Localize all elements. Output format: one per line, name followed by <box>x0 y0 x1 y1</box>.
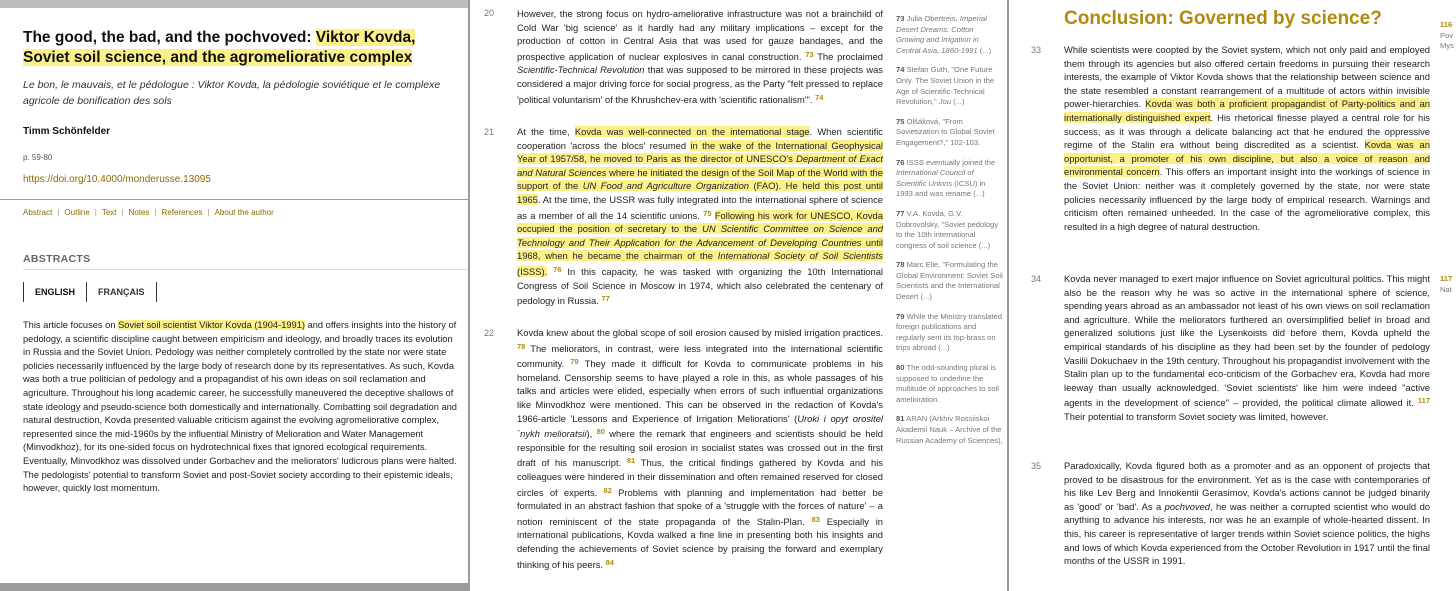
paragraph-number: 22 <box>484 328 495 338</box>
note-number: 75 <box>896 116 905 126</box>
nav-link-references[interactable]: References <box>161 208 203 217</box>
note-more-link[interactable]: ... <box>975 189 983 199</box>
article-title-text: The good, the bad, and the pochvoved: <box>23 29 316 46</box>
text-segment: . His rhetorical finesse played a central role for his success, as it was through a delicate balancing act that he endured the oppressive regime of the Stalin era without being discredited as a scientist. <box>1064 111 1430 151</box>
text-italic: Uroki i opyt orositel´nykh melioratsii <box>517 412 883 440</box>
text-segment: Kovda knew about the global scope of soil erosion caused by misled irrigation practices. <box>517 327 883 338</box>
text-segment: Problems with planning and implementation had better be formulated in an abstract fashion that spoke of a 'struggle with the forces of nature' – a notion reminiscent of the state propaganda of the Stalin-Plan. <box>517 486 883 527</box>
margin-note <box>896 260 1004 302</box>
nav-link-outline[interactable]: Outline <box>64 208 90 217</box>
note-more-link[interactable]: ... <box>923 292 930 302</box>
paragraph-21 <box>517 125 883 308</box>
abstracts-heading: ABSTRACTS <box>23 253 91 265</box>
text-segment: Especially in international publications, Kovda walked a fine line in presenting both his insights and defending the achievements of Soviet science by praising the forward and exemplary thinking of his peers. <box>517 515 883 570</box>
note-ref[interactable]: 82 <box>603 485 612 495</box>
nav-separator: | <box>121 208 124 217</box>
note-ref[interactable]: 79 <box>570 357 579 367</box>
note-ref[interactable]: 76 <box>553 264 562 274</box>
text-segment: Their potential to transform Soviet society was limited, however. <box>1064 410 1329 422</box>
note-ref[interactable]: 81 <box>626 456 636 466</box>
article-title <box>23 28 463 68</box>
note-number: 80 <box>896 363 905 373</box>
note-text: ) <box>988 45 992 55</box>
text-segment: . At the time, the USSR was fully integrated into the international sphere of science as a member of all the 14 scientific unions. <box>517 193 883 221</box>
conclusion-panel <box>1009 0 1456 591</box>
margin-note <box>896 158 1004 200</box>
note-text: ) <box>962 97 965 107</box>
note-ref[interactable]: 75 <box>703 208 712 218</box>
page-range: p. 59-80 <box>23 153 53 162</box>
text-segment: in the wake of the International Geophysical Year of 1957/58, he moved to Paris as the director of UNESCO's <box>517 139 883 165</box>
note-ref[interactable]: 80 <box>596 427 605 437</box>
paragraph-33 <box>1064 43 1430 233</box>
margin-note <box>896 312 1004 354</box>
article-body-panel <box>470 0 1007 591</box>
note-ref[interactable]: 78 <box>517 341 526 351</box>
margin-note <box>896 363 1004 405</box>
text-segment: (FAO). He held this post until 1965 <box>517 180 884 205</box>
text-segment: that was supposed to be mirrored in these projects was considered a major driving force for social progress, as the Party "felt pressed to replace 'political voluntarism' of the Khrushchev-era with 'scientific rationalism'". <box>517 64 884 105</box>
window-bottom-strip <box>0 583 468 591</box>
text-segment: . When scientific cooperation 'across the blocs' resumed <box>517 126 883 151</box>
note-more-link[interactable]: ... <box>981 240 988 250</box>
divider <box>23 269 468 270</box>
article-title-highlight: Viktor Kovda, Soviet soil science, and the agromeliorative complex <box>23 29 416 66</box>
text-segment: However, the strong focus on hydro-ameliorative infrastructure was not a brainchild of Cold War 'big science' as it hardly had any military implications – except for the production of cotton in Central Asia that was used for gauze bandages, and the prospective application of nuclear explosives in canal construction. <box>517 8 883 62</box>
abstract-highlight: Soviet soil scientist Viktor Kovda (1904-1991) <box>118 320 305 330</box>
note-text: ISSS eventually joined the <box>906 157 996 167</box>
paragraph-number: 33 <box>1031 45 1042 55</box>
text-segment: In this capacity, he was tasked with organizing the 10th International Congress of Soil Science in Moscow in 1974, which also celebrated the centenary of pedology in Russia. <box>517 265 883 307</box>
note-text: Nat <box>1440 284 1452 294</box>
margin-note-cut <box>1440 20 1456 52</box>
note-more-link[interactable]: ... <box>955 97 963 107</box>
article-section-nav <box>23 208 274 217</box>
paragraph-22 <box>517 326 883 571</box>
note-ref[interactable]: 73 <box>805 49 814 59</box>
note-text: Julia Obertreis, <box>906 14 960 23</box>
nav-link-notes[interactable]: Notes <box>128 208 150 217</box>
tab-francais[interactable]: FRANÇAIS <box>86 282 156 302</box>
note-number: 73 <box>896 14 905 23</box>
language-tabs <box>23 282 157 302</box>
paragraph-number: 20 <box>484 8 495 18</box>
abstract-text <box>23 319 458 496</box>
note-text-italic: International Council of Scientific Unions <box>896 168 974 188</box>
doi-link[interactable]: https://doi.org/10.4000/monderusse.13095 <box>23 174 211 185</box>
abstract-segment: This article focuses on <box>23 320 119 330</box>
note-text: Stefan Guth, "One Future Only. The Soviet Union in the Age of Scientific-Technical Revolution," <box>896 65 995 107</box>
note-text: ( <box>951 97 956 107</box>
text-italic: UN Scientific Committee on Science and Technology and Their Application for the Advancement of Developing Countries <box>517 223 883 248</box>
note-number: 117 <box>1440 274 1453 283</box>
text-segment: At the time, <box>517 126 575 137</box>
text-segment: , he was neither a corrupted scientist who would do anything to advance his interests, nor was he an example of whole-hearted dissent. In this, his career is representative of larger trends within Soviet science politics, the highs and lows of which Kovda experienced from the October Revolution in 1917 until the final months of the USSR in 1991. <box>1064 500 1430 567</box>
note-number: 116 <box>1440 20 1453 29</box>
abstract-segment: and offers insights into the history of pedology, a scientific discipline caught between empiricism and ideology, and broadly traces its evolution in Russia and the Soviet Union. Pedology was neither completely controlled by the state nor were state policies necessarily influenced by the large body of research done by its representatives. As such, Kovda was both a true politician of pedology and a propagandist of his own ideas on soil reclamation and agriculture. Throughout his long academic career, he successfully maneuvered the deceptive shallows of state ideology and pseudo-science both domestically and internationally. Combatting soil degradation and natural destruction, Kovda presented valuable criticism against the evolving agromeliorative complex, represented since the mid-1960s by the influential Ministry of Melioration and Water Management (Minvodkhoz), for its one-sided focus on hydrotechnical fixes that ignored ecological requirements. Eventually, Minvodkhoz was dissolved under Gorbachev and the meliorators' ludicrous plans were halted. The pedologists' potential to transform Soviet and post-Soviet society according to their epistemic ideals, however, quickly lost momentum. <box>23 320 457 494</box>
text-highlight: Kovda was an opportunist, a promoter of his own discipline, but also a voice of reason and environmental concern <box>1064 139 1430 178</box>
note-text: The odd-sounding plural is supposed to underline the multitude of approaches to soil amelioration. <box>896 363 999 404</box>
text-segment: While scientists were coopted by the Soviet system, which not only paid and employed them through its agencies but also offered certain freedoms in pursuing their research interests, the example of Viktor Kovda shows that the relationship between science and the state resembled a constant rearrangement of a multitude of actors within invisible power-hierarchies. <box>1064 44 1430 110</box>
note-ref[interactable]: 74 <box>815 92 824 102</box>
nav-separator: | <box>154 208 157 217</box>
author-name[interactable]: Timm Schönfelder <box>23 126 111 137</box>
note-more-link[interactable]: ... <box>982 45 989 55</box>
note-text: ) <box>929 292 932 302</box>
text-italic: Scientific-Technical Revolution <box>517 64 645 76</box>
note-text: Olšáková, "From Sovietization to Global Soviet Engagement?," 102-103. <box>896 116 995 147</box>
paragraph-number: 35 <box>1031 461 1042 471</box>
text-segment: They made it difficult for Kovda to communicate problems in his homeland. Censorship seems to have played a role in this, as whole passages of his talks and articles were elided, especially when errors of such influential organizations like Minvodkhoz were mentioned. This can be observed in the redaction of Kovda's 1966-article 'Lessons and Experience of Irrigation Meliorations' ( <box>517 358 883 424</box>
paragraph-34 <box>1064 272 1430 424</box>
note-text: ARAN (Arkhiv Rossiiskoi Akademii Nauk – Archive of the Russian Academy of Sciences), <box>896 414 1003 445</box>
note-text: ) <box>947 343 950 353</box>
text-segment: Thus, the critical findings gathered by Kovda and his colleagues were hindered in their dissemination and often remained reserved for closed circles of experts. <box>517 457 883 498</box>
text-italic: Department of Exact and Natural Sciences <box>517 153 883 178</box>
paragraph-35 <box>1064 459 1430 568</box>
margin-note <box>896 14 1004 56</box>
divider <box>0 199 468 200</box>
margin-note <box>896 209 1004 251</box>
text-italic: International Society of Soil Scientists <box>717 250 883 262</box>
article-subtitle-french: Le bon, le mauvais, et le pédologue : Viktor Kovda, la pédologie soviétique et le complexe agricole de bonification des sols <box>23 79 441 107</box>
note-text: Marc Elie, "Formulating the Global Environment: Soviet Soil Scientists and the International Desert ( <box>896 260 1003 302</box>
margin-notes <box>896 14 1004 455</box>
text-segment: (ISSS). <box>517 265 548 277</box>
note-text: ) <box>987 240 991 250</box>
text-segment: Paradoxically, Kovda figured both as a promoter and as an opponent of projects that proved to be disastrous for the environment. Yet as is the case with contemporaries of his like Lev Berg and Innokentii Gerasimov, Kovda's actions cannot be judged binarily as 'good' or 'bad'. As a <box>1064 460 1430 512</box>
tab-english[interactable]: ENGLISH <box>23 282 86 302</box>
note-number: 74 <box>896 65 905 75</box>
text-italic: pochvoved <box>1164 500 1211 512</box>
note-number: 76 <box>896 157 905 167</box>
text-segment: until 1968, when he became the chairman of the <box>517 236 883 262</box>
margin-note <box>896 65 1004 107</box>
note-ref[interactable]: 117 <box>1417 396 1430 406</box>
nav-link-text[interactable]: Text <box>101 208 117 217</box>
note-text: (ICSU) in 1993 and was rename ( <box>896 178 986 199</box>
nav-separator: | <box>57 208 60 217</box>
nav-link-about-author[interactable]: About the author <box>214 208 274 217</box>
note-text: V.A. Kovda, G.V. Dobrovolsky, "Soviet pedology to the 10th international congress of soil science ( <box>896 208 999 250</box>
nav-link-abstract[interactable]: Abstract <box>23 208 53 217</box>
text-segment: The meliorators, in contrast, were less integrated into the international scientific community. <box>517 342 883 370</box>
text-segment: Kovda never managed to exert major influence on Soviet agricultural politics. This might also be the reason why he was so active in the international sphere of science, spending years abroad as an ambassador not least of his own views on soil reclamation and agriculture. While the meliorators furthered an oversimplified belief in broad and generalized solutions just like the Lysenkoists did before them, Kovda upheld the empirical standards of his discipline as they had been set by the founder of pedology Vasilii Dokuchaev in the 19th century. Throughout his propagandist involvement with the Stalin plan up to the fundamental eco-criticism of the Gorbachev era, Kovda had more leeway than usually acknowledged. 'Soviet scientists' like him were indeed "active agents in the development of science" – provided, the political climate allowed it. <box>1064 273 1430 409</box>
section-heading: Conclusion: Governed by science? <box>1064 8 1382 29</box>
nav-separator: | <box>94 208 97 217</box>
text-highlight: Kovda was both a proficient propagandist of Party-politics and an internationally distinguished expert <box>1064 98 1430 123</box>
note-number: 79 <box>896 311 905 321</box>
margin-note-cut <box>1440 274 1456 295</box>
note-ref[interactable]: 84 <box>605 557 614 567</box>
text-segment: ), <box>586 428 593 440</box>
text-segment: Following his work for UNESCO, Kovda occupied the position of secretary to the <box>517 209 883 235</box>
text-segment: where he initiated the design of the Soil Map of the World with the support of the <box>517 166 883 192</box>
paragraph-20 <box>517 7 883 106</box>
note-number: 77 <box>896 208 905 218</box>
nav-separator: | <box>207 208 210 217</box>
tab-border <box>156 282 157 302</box>
paragraph-number: 34 <box>1031 274 1042 284</box>
note-text: Pov Mys <box>1440 30 1454 51</box>
article-header-panel <box>0 0 468 591</box>
paragraph-number: 21 <box>484 127 495 137</box>
margin-note <box>896 117 1004 149</box>
text-segment: . This offers an important insight into the workings of science in the Soviet Union: neither was it completely governed by the state, nor were state policies necessarily influenced by the large body of empirical research. Warnings and criticism often remained unheeded. In the case of the agromeliorative complex, this resulted in a high degree of natural destruction. <box>1064 166 1430 232</box>
note-ref[interactable]: 77 <box>601 294 610 304</box>
window-top-strip <box>0 0 468 8</box>
note-number: 78 <box>896 260 905 270</box>
note-text: While the Ministry translated foreign publications and regularly sent its top-brass on trips abroad ( <box>896 311 1002 353</box>
text-segment: where the remark that engineers and scientists should be held responsible for the resulting soil erosion in socialist states was crossed out in the first draft of his manuscript. <box>517 428 883 469</box>
margin-note <box>896 414 1004 446</box>
note-ref[interactable]: 83 <box>811 514 820 524</box>
note-more-link[interactable]: ... <box>940 343 948 353</box>
note-number: 81 <box>896 414 905 424</box>
note-text-italic: Jou <box>938 97 952 107</box>
text-highlight: Kovda was well-connected on the international stage <box>574 126 810 137</box>
note-text: ) <box>982 189 985 199</box>
text-segment: The proclaimed <box>813 50 883 62</box>
note-text-italic: Imperial Desert Dreams: Cotton Growing and Irrigation in Central Asia, 1860-1991 <box>896 14 987 55</box>
text-italic: UN Food and Agriculture Organization <box>582 180 750 192</box>
note-text: ( <box>977 45 983 55</box>
